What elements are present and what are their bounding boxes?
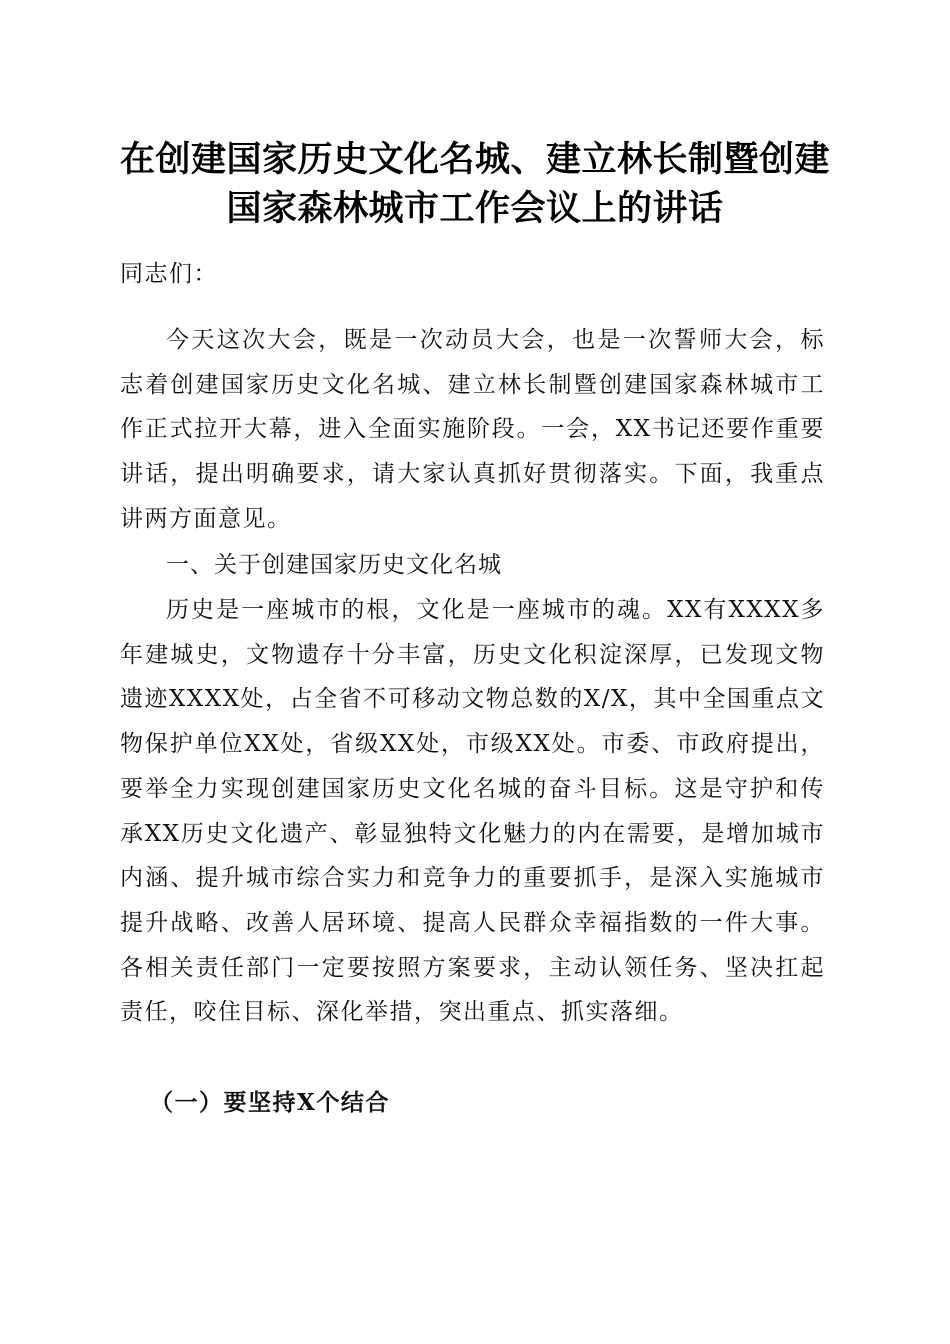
section-1-paragraph: 历史是一座城市的根，文化是一座城市的魂。XX有XXXX多年建城史，文物遗存十分丰富，历史文化积淀深厚，已发现文物遗迹XXXX处，占全省不可移动文物总数的X/X，其中全国重点文物保护单位XX处，省级XX处，市级XX处。市委、市政府提出，要举全力实现创建国家历史文化名城的奋斗目标。这是守护和传承XX历史文化遗产、彰显独特文化魅力的内在需要，是增加城市内涵、提升城市综合实力和竞争力的重要抓手，是深入实施城市提升战略、改善人居环境、提高人民群众幸福指数的一件大事。各相关责任部门一定要按照方案要求，主动认领任务、坚决扛起责任，咬住目标、深化举措，突出重点、抓实落细。 — [120, 597, 825, 1026]
salutation: 同志们： — [120, 261, 218, 287]
section-heading-1: 一、关于创建国家历史文化名城 — [166, 552, 502, 578]
document-title-line-2: 国家森林城市工作会议上的讲话 — [226, 188, 724, 229]
subsection-heading-1: （一）要坚持X个结合 — [150, 1089, 390, 1116]
opening-paragraph: 今天这次大会，既是一次动员大会，也是一次誓师大会，标志着创建国家历史文化名城、建立林长制暨创建国家森林城市工作正式拉开大幕，进入全面实施阶段。一会，XX书记还要作重要讲话，提出明确要求，请大家认真抓好贯彻落实。下面，我重点讲两方面意见。 — [120, 327, 825, 532]
document-title-line-1: 在创建国家历史文化名城、建立林长制暨创建 — [119, 139, 830, 180]
